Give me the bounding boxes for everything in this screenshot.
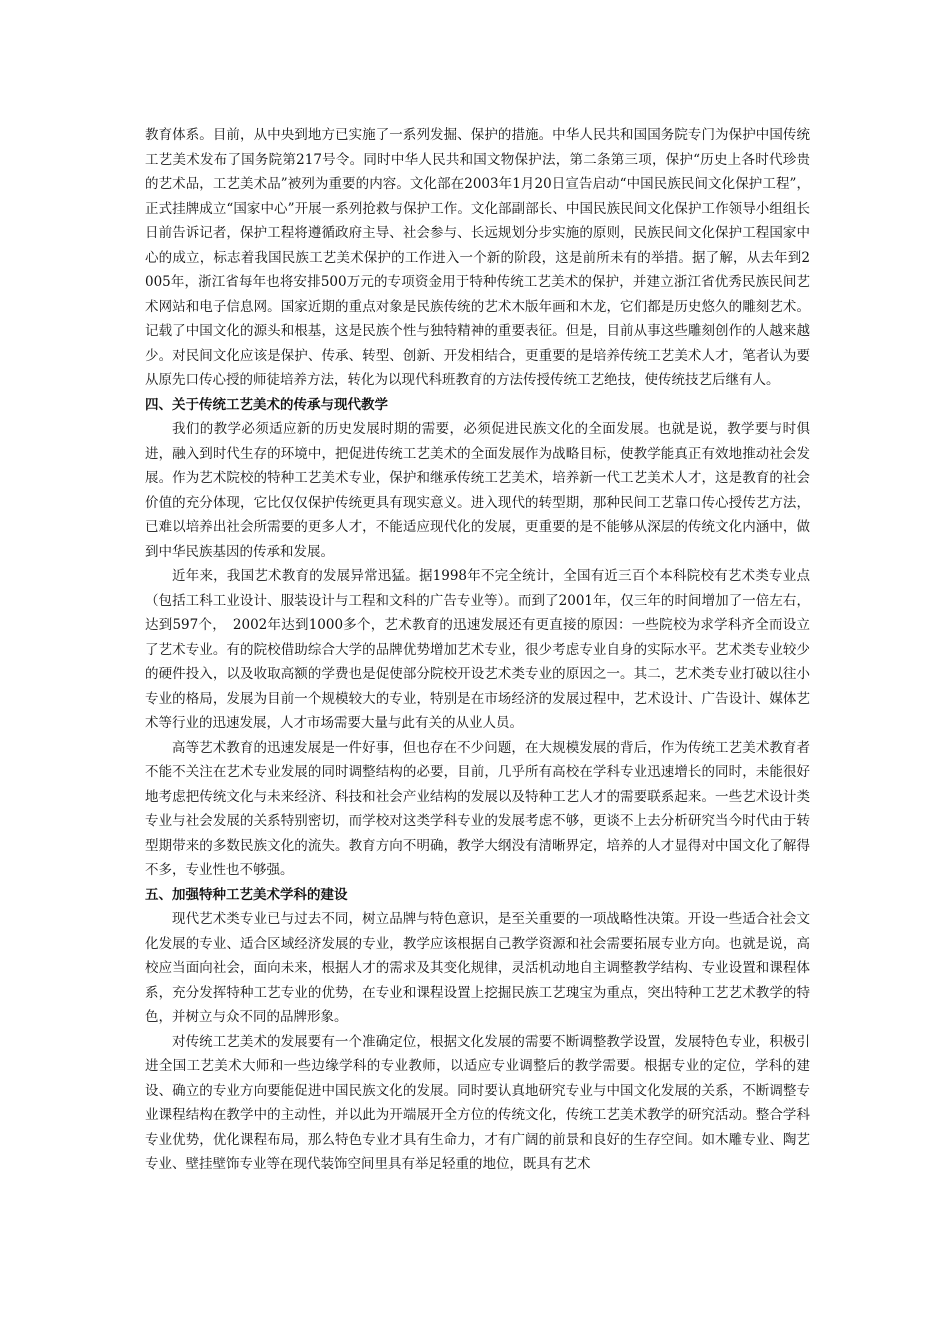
section-4-paragraph-2: 近年来，我国艺术教育的发展异常迅猛。据1998年不完全统计，全国有近三百个本科院校有艺术类专业点（包括工科工业设计、服装设计与工程和文科的广告专业等）。而到了2001年，仅三年的时间增加了一倍左右，达到597个， 2002年达到1000多个，艺术教育的迅速发展还有更直接的原因：一些院校为求学科齐全而设立了艺术专业。有的院校借助综合大学的品牌优势增加艺术专业，很少考虑专业自身的实际水平。艺术类专业较少的硬件投入，以及收取高额的学费也是促使部分院校开设艺术类专业的原因之一。其二，艺术类专业打破以往小专业的格局，发展为目前一个规模较大的专业，特别是在市场经济的发展过程中，艺术设计、广告设计、媒体艺术等行业的迅速发展，人才市场需要大量与此有关的从业人员。	[145, 568, 810, 731]
document-page	[145, 123, 810, 1177]
intro-paragraph: 教育体系。目前，从中央到地方已实施了一系列发掘、保护的措施。中华人民共和国国务院专门为保护中国传统工艺美术发布了国务院第217号令。同时中华人民共和国文物保护法，第二条第三项，保护“历史上各时代珍贵的艺术品，工艺美术品”被列为重要的内容。文化部在2003年1月20日宣告启动“中国民族民间文化保护工程”，正式挂牌成立“国家中心”开展一系列抢救与保护工作。文化部副部长、中国民族民间文化保护工作领导小组组长日前告诉记者，保护工程将遵循政府主导、社会参与、长远规划分步实施的原则，民族民间文化保护工程国家中心的成立，标志着我国民族工艺美术保护的工作进入一个新的阶段，这是前所未有的举措。据了解，从去年到2005年，浙江省每年也将安排500万元的专项资金用于特种传统工艺美术的保护，并建立浙江省优秀民族民间艺术网站和电子信息网。国家近期的重点对象是民族传统的艺术木版年画和木龙，它们都是历史悠久的雕刻艺术。记载了中国文化的源头和根基，这是民族个性与独特精神的重要表征。但是，目前从事这些雕刻创作的人越来越少。对民间文化应该是保护、传承、转型、创新、开发相结合，更重要的是培养传统工艺美术人才，笔者认为要从原先口传心授的师徒培养方法，转化为以现代科班教育的方法传授传统工艺绝技，使传统技艺后继有人。	[145, 127, 810, 388]
section-4-paragraph-3: 高等艺术教育的迅速发展是一件好事，但也存在不少问题，在大规模发展的背后，作为传统工艺美术教育者不能不关注在艺术专业发展的同时调整结构的必要，目前，几乎所有高校在学科专业迅速增长的同时，未能很好地考虑把传统文化与未来经济、科技和社会产业结构的发展以及特种工艺人才的需要联系起来。一些艺术设计类专业与社会发展的关系特别密切，而学校对这类学科专业的发展考虑不够，更谈不上去分析研究当今时代由于转型期带来的多数民族文化的流失。教育方向不明确，教学大纲没有清晰界定，培养的人才显得对中国文化了解得不多，专业性也不够强。	[145, 739, 810, 878]
section-5-paragraph-1: 现代艺术类专业已与过去不同，树立品牌与特色意识，是至关重要的一项战略性决策。开设一些适合社会文化发展的专业、适合区域经济发展的专业，教学应该根据自己教学资源和社会需要拓展专业方向。也就是说，高校应当面向社会，面向未来，根据人才的需求及其变化规律，灵活机动地自主调整教学结构、专业设置和课程体系，充分发挥特种工艺专业的优势，在专业和课程设置上挖掘民族工艺瑰宝为重点，突出特种工艺艺术教学的特色，并树立与众不同的品牌形象。	[145, 911, 810, 1025]
section-4-paragraph-1: 我们的教学必须适应新的历史发展时期的需要，必须促进民族文化的全面发展。也就是说，教学要与时俱进，融入到时代生存的环境中，把促进传统工艺美术的全面发展作为战略目标，使教学能真正有效地推动社会发展。作为艺术院校的特种工艺美术专业，保护和继承传统工艺美术，培养新一代工艺美术人才，这是教育的社会价值的充分体现，它比仅仅保护传统更具有现实意义。进入现代的转型期，那种民间工艺靠口传心授传艺方法，已难以培养出社会所需要的更多人才，不能适应现代化的发展，更重要的是不能够从深层的传统文化内涵中，做到中华民族基因的传承和发展。	[145, 421, 810, 560]
section-5-paragraph-2: 对传统工艺美术的发展要有一个准确定位，根据文化发展的需要不断调整教学设置，发展特色专业，积极引进全国工艺美术大师和一些边缘学科的专业教师，以适应专业调整后的教学需要。根据专业的定位，学科的建设、确立的专业方向要能促进中国民族文化的发展。同时要认真地研究专业与中国文化发展的关系，不断调整专业课程结构在教学中的主动性，并以此为开端展开全方位的传统文化，传统工艺美术教学的研究活动。整合学科专业优势，优化课程布局，那么特色专业才具有生命力，才有广阔的前景和良好的生存空间。如木雕专业、陶艺专业、壁挂壁饰专业等在现代装饰空间里具有举足轻重的地位，既具有艺术	[145, 1033, 810, 1172]
section-heading-5: 五、加强特种工艺美术学科的建设	[145, 886, 348, 903]
section-heading-4: 四、关于传统工艺美术的传承与现代教学	[145, 396, 388, 413]
